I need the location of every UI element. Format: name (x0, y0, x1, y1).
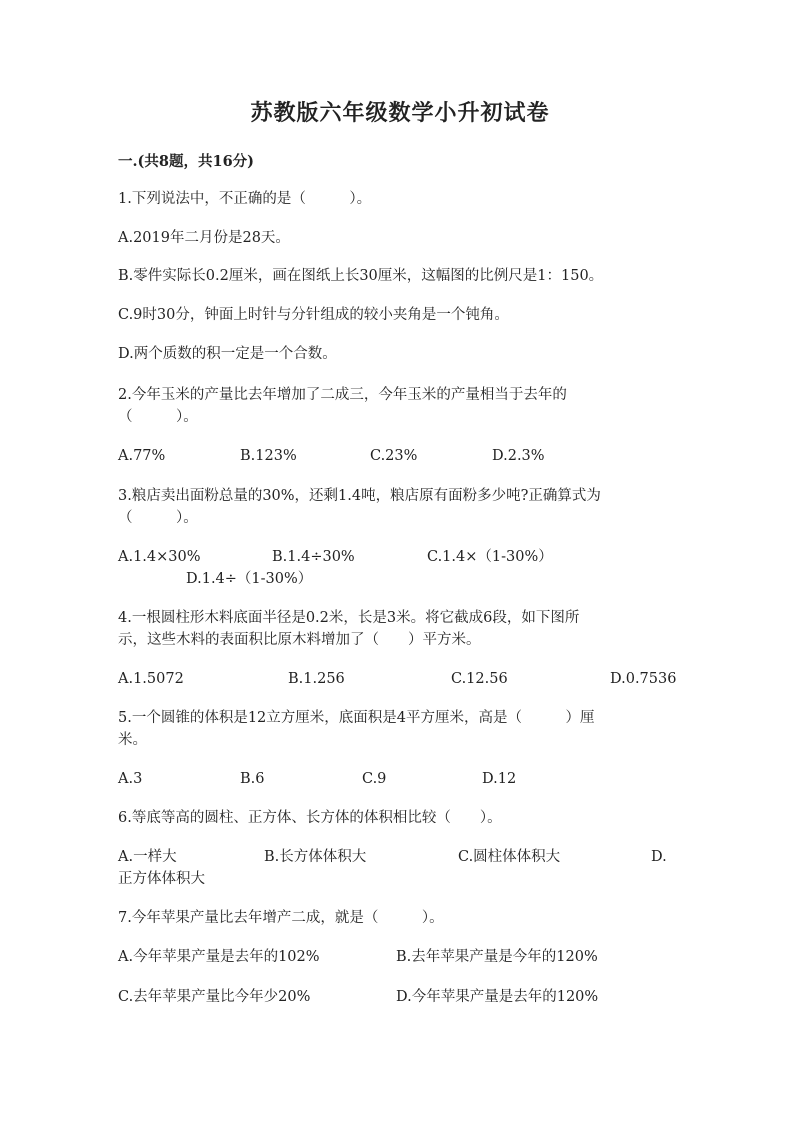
question-4-option-a: A.1.5072 (118, 671, 184, 687)
question-1-option-c: C.9时30分，钟面上时针与分针组成的较小夹角是一个钝角。 (118, 307, 509, 323)
question-3-options (118, 546, 698, 568)
question-4-option-b: B.1.256 (288, 671, 345, 687)
question-4-stem-line2: 示，这些木料的表面积比原木料增加了（ ）平方米。 (118, 632, 481, 648)
question-7-options-row2 (118, 986, 698, 1008)
question-1-option-a: A.2019年二月份是28天。 (118, 230, 290, 246)
question-6-stem: 6.等底等高的圆柱、正方体、长方体的体积相比较（ ）。 (118, 810, 502, 826)
question-5-stem-line1: 5.一个圆锥的体积是12立方厘米，底面积是4平方厘米，高是（ ）厘 (118, 710, 595, 726)
question-5-options (118, 768, 698, 790)
question-2-option-a: A.77% (118, 448, 166, 464)
question-1-option-d: D.两个质数的积一定是一个合数。 (118, 346, 337, 362)
question-2-options (118, 445, 698, 467)
question-2-stem-line1: 2.今年玉米的产量比去年增加了二成三，今年玉米的产量相当于去年的 (118, 387, 567, 403)
question-5-option-b: B.6 (240, 771, 265, 787)
question-4-stem-line1: 4.一根圆柱形木料底面半径是0.2米，长是3米。将它截成6段，如下图所 (118, 610, 580, 626)
question-6-option-d: D. (651, 849, 667, 865)
question-3-stem-line2: （ ）。 (118, 510, 198, 526)
question-4-option-d: D.0.7536 (610, 671, 677, 687)
question-2-stem-line2: （ ）。 (118, 409, 198, 425)
question-5-option-d: D.12 (482, 771, 517, 787)
question-3-stem-line1: 3.粮店卖出面粉总量的30%，还剩1.4吨，粮店原有面粉多少吨?正确算式为 (118, 488, 601, 504)
question-1-option-b: B.零件实际长0.2厘米，画在图纸上长30厘米，这幅图的比例尺是1：150。 (118, 268, 604, 284)
exam-title: 苏教版六年级数学小升初试卷 (250, 100, 550, 126)
question-2-option-c: C.23% (370, 448, 418, 464)
question-2-option-d: D.2.3% (492, 448, 545, 464)
question-7-option-d: D.今年苹果产量是去年的120% (396, 989, 599, 1005)
question-5-option-a: A.3 (118, 771, 143, 787)
question-5-stem-line2: 米。 (118, 732, 147, 748)
question-3-option-c: C.1.4×（1-30%） (427, 549, 553, 565)
question-5-option-c: C.9 (362, 771, 387, 787)
question-6-option-a: A.一样大 (118, 849, 177, 865)
question-4-options (118, 668, 698, 690)
question-6-options (118, 846, 698, 868)
question-7-option-a: A.今年苹果产量是去年的102% (118, 949, 320, 965)
question-7-option-b: B.去年苹果产量是今年的120% (396, 949, 598, 965)
question-4-option-c: C.12.56 (451, 671, 508, 687)
question-6-option-c: C.圆柱体体积大 (458, 849, 561, 865)
question-6-option-d-text: 正方体体积大 (118, 871, 205, 887)
question-3-option-a: A.1.4×30% (118, 549, 201, 565)
question-6-option-b: B.长方体体积大 (264, 849, 367, 865)
question-3-option-b: B.1.4÷30% (272, 549, 355, 565)
section-header: 一.(共8题，共16分) (118, 153, 255, 170)
question-2-option-b: B.123% (240, 448, 297, 464)
question-7-stem: 7.今年苹果产量比去年增产二成，就是（ ）。 (118, 910, 444, 926)
question-7-option-c: C.去年苹果产量比今年少20% (118, 989, 311, 1005)
question-3-option-d: D.1.4÷（1-30%） (186, 571, 313, 587)
question-1-stem: 1.下列说法中，不正确的是（ ）。 (118, 191, 372, 207)
question-7-options-row1 (118, 946, 698, 968)
